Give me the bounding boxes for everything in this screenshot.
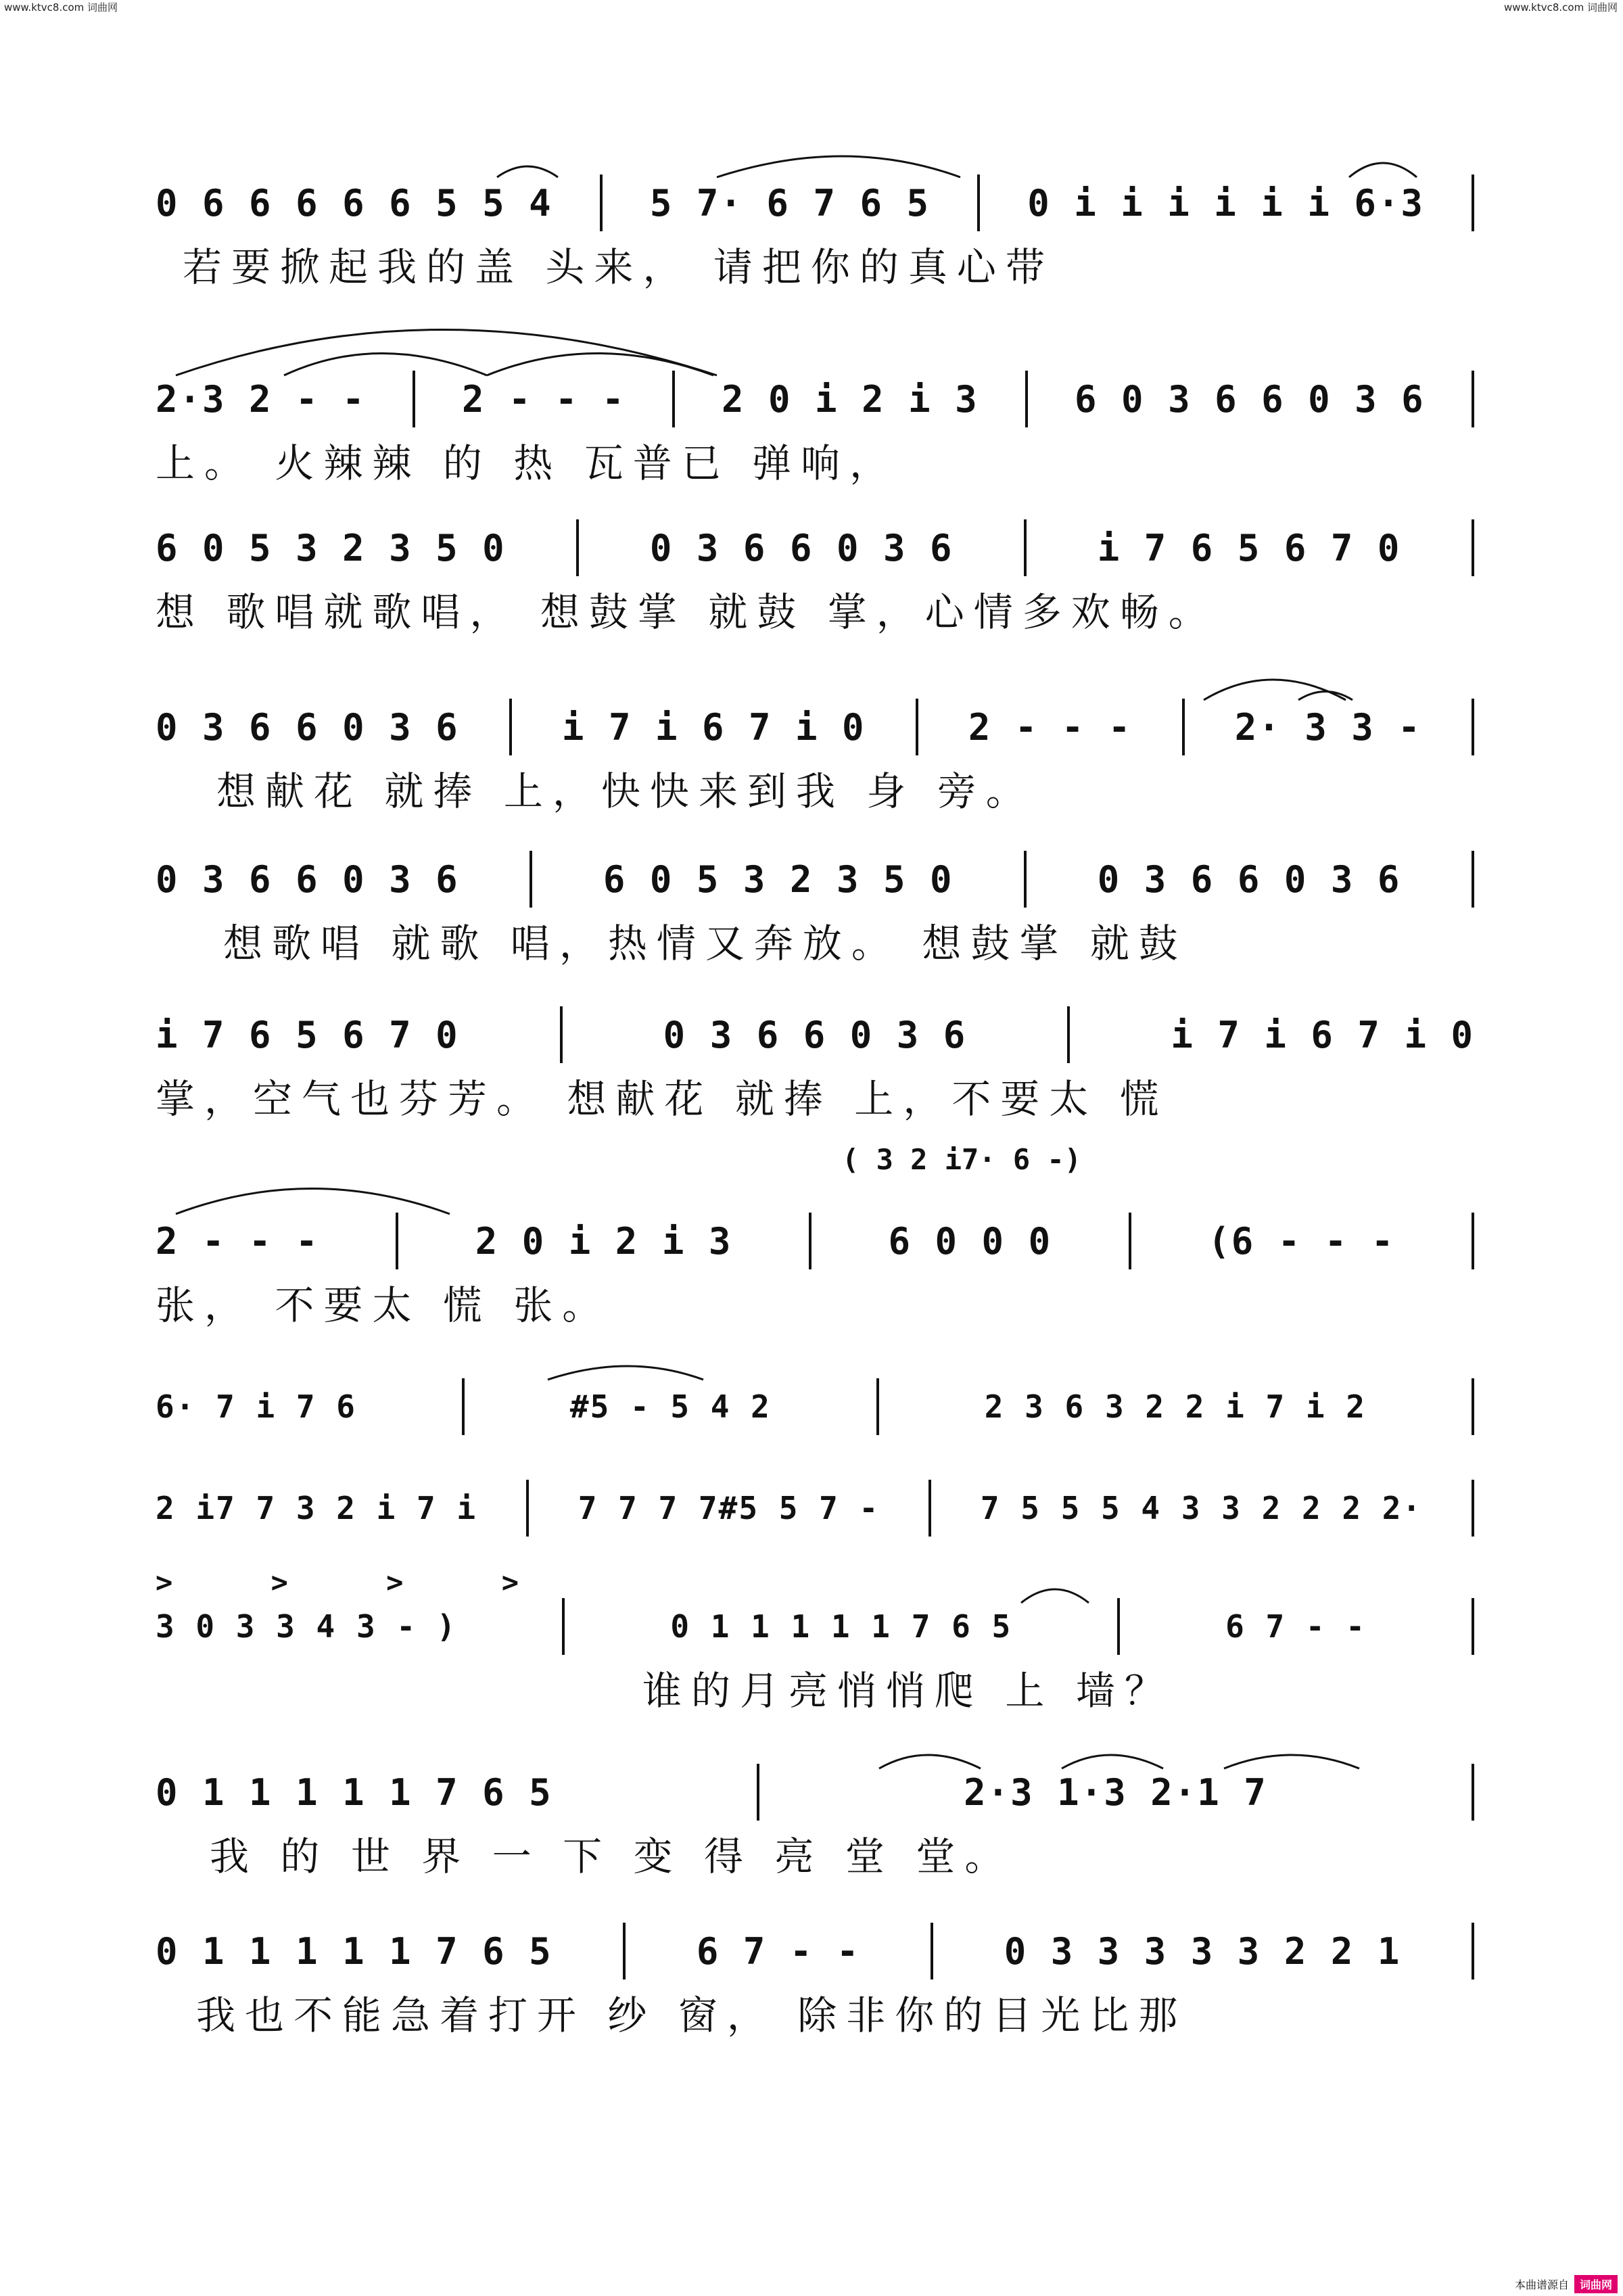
system-4	[156, 693, 1474, 815]
measure: 2·3 1·3 2·1 7	[964, 1771, 1267, 1814]
measure: 6· 7 i 7 6	[156, 1388, 356, 1425]
measure: i 7 6 5 6 7 0	[156, 1013, 459, 1056]
barline	[1472, 519, 1474, 576]
measure: i 7 6 5 6 7 0	[1097, 526, 1401, 569]
measure: 7 5 5 5 4 3 3 2 2 2 2·	[980, 1490, 1423, 1526]
lyrics-row: 我 的 世 界 一 下 变 得 亮 堂 堂。	[210, 1833, 1014, 1879]
ossia-notes: ( 3 2 i7· 6 -)	[842, 1143, 1082, 1176]
measure: 6 0 3 6 6 0 3 6	[1075, 377, 1425, 421]
barline	[977, 174, 980, 231]
barline	[1472, 371, 1474, 427]
barline	[757, 1764, 759, 1821]
measure: #5 - 5 4 2	[569, 1388, 771, 1425]
barline	[1472, 851, 1474, 908]
barline	[530, 851, 532, 908]
lyrics-row: 想 歌唱就歌唱， 想鼓掌 就鼓 掌，心情多欢畅。	[156, 589, 1217, 635]
notes-row	[156, 845, 1474, 913]
barline	[1472, 1923, 1474, 1979]
measure: 6 0 5 3 2 3 5 0	[156, 526, 506, 569]
system-1	[156, 169, 1474, 291]
barline	[809, 1213, 812, 1269]
barline	[672, 371, 675, 427]
system-5	[156, 845, 1474, 967]
header-right: www.ktvc8.com 词曲网	[1503, 1, 1618, 14]
barline	[623, 1923, 626, 1979]
measure: 6 0 5 3 2 3 5 0	[603, 858, 954, 901]
lyrics-row: 上。 火辣辣 的 热 瓦普已 弹响，	[156, 440, 899, 486]
barline	[600, 174, 603, 231]
barline	[462, 1378, 465, 1435]
barline	[1472, 1764, 1474, 1821]
notes-row	[156, 365, 1474, 433]
accent-marks: > > > >	[156, 1566, 560, 1599]
lyrics-row: 张， 不要太 慌 张。	[156, 1282, 611, 1328]
notes-row	[156, 1593, 1474, 1660]
barline	[1024, 851, 1027, 908]
barline	[1472, 174, 1474, 231]
system-11	[156, 1758, 1474, 1880]
barline	[876, 1378, 879, 1435]
system-7	[156, 1207, 1474, 1329]
measure: 2·3 2 - -	[156, 377, 366, 421]
measure: 0 3 6 6 0 3 6	[156, 705, 459, 749]
measure: 2 0 i 2 i 3	[475, 1219, 732, 1263]
barline	[396, 1213, 398, 1269]
barline	[1025, 371, 1028, 427]
measure: 6 0 0 0	[888, 1219, 1052, 1263]
barline	[931, 1923, 933, 1979]
system-8	[156, 1373, 1474, 1440]
measure: 2 i7 7 3 2 i 7 i	[156, 1490, 477, 1526]
measure: 0 3 6 6 0 3 6	[1097, 858, 1401, 901]
measure: 0 6 6 6 6 6 5 5 4	[156, 181, 552, 225]
barline	[1182, 699, 1185, 755]
system-9	[156, 1474, 1474, 1542]
barline	[509, 699, 512, 755]
barline	[413, 371, 415, 427]
system-3	[156, 514, 1474, 636]
measure: 7 7 7 7#5 5 7 -	[578, 1490, 880, 1526]
barline	[1024, 519, 1027, 576]
notes-row	[156, 514, 1474, 582]
lyrics-row: 想献花 就捧 上，快快来到我 身 旁。	[216, 768, 1035, 814]
measure: 6 7 - -	[696, 1929, 860, 1973]
notes-row	[156, 1373, 1474, 1440]
barline	[928, 1480, 931, 1537]
barline	[1472, 1378, 1474, 1435]
measure: 2 0 i 2 i 3	[722, 377, 979, 421]
notes-row	[156, 1758, 1474, 1826]
measure: i 7 i 6 7 i 0	[561, 705, 866, 749]
barline	[1117, 1598, 1120, 1655]
lyrics-row: 谁的月亮悄悄爬 上 墙？	[642, 1668, 1173, 1714]
measure: 2 3 6 3 2 2 i 7 i 2	[984, 1388, 1366, 1425]
measure: 6 7 - -	[1225, 1608, 1366, 1645]
measure: 0 3 6 6 0 3 6	[649, 526, 954, 569]
header-left: www.ktvc8.com 词曲网	[4, 1, 118, 14]
notes-row	[156, 1474, 1474, 1542]
barline	[916, 699, 918, 755]
measure: i 7 i 6 7 i 0	[1171, 1013, 1474, 1056]
lyrics-row: 若要掀起我的盖 头来， 请把你的真心带	[183, 244, 1054, 290]
footer-text: 本曲谱源自	[1514, 2278, 1569, 2291]
measure: 0 1 1 1 1 1 7 6 5	[156, 1929, 552, 1973]
barline	[526, 1480, 529, 1537]
lyrics-row: 掌，空气也芬芳。 想献花 就捧 上，不要太 慌	[156, 1076, 1169, 1122]
measure: 0 i i i i i i 6·3	[1027, 181, 1424, 225]
system-12	[156, 1917, 1474, 2039]
lyrics-row: 我也不能急着打开 纱 窗， 除非你的目光比那	[196, 1992, 1187, 2038]
system-10	[156, 1593, 1474, 1714]
measure: 2 - - -	[156, 1219, 319, 1263]
measure: (6 - - -	[1208, 1219, 1395, 1263]
measure: 0 3 6 6 0 3 6	[663, 1013, 967, 1056]
footer	[1515, 2275, 1618, 2293]
measure: 0 1 1 1 1 1 7 6 5	[670, 1608, 1012, 1645]
notes-row	[156, 1001, 1474, 1069]
system-2	[156, 365, 1474, 487]
notes-row	[156, 1207, 1474, 1275]
notes-row	[156, 1917, 1474, 1985]
barline	[1472, 1213, 1474, 1269]
measure: 0 3 3 3 3 3 2 2 1	[1004, 1929, 1401, 1973]
measure: 5 7· 6 7 6 5	[649, 181, 931, 225]
footer-badge[interactable]: 词曲网	[1574, 2275, 1618, 2293]
measure: 3 0 3 3 4 3 - )	[156, 1608, 457, 1645]
measure: 2· 3 3 -	[1234, 705, 1421, 749]
measure: 2 - - -	[968, 705, 1132, 749]
barline	[1472, 699, 1474, 755]
notes-row	[156, 693, 1474, 761]
barline	[1472, 1598, 1474, 1655]
barline	[1129, 1213, 1131, 1269]
notes-row	[156, 169, 1474, 237]
barline	[1472, 1480, 1474, 1537]
barline	[560, 1006, 563, 1063]
system-6	[156, 1001, 1474, 1123]
lyrics-row: 想歌唱 就歌 唱，热情又奔放。 想鼓掌 就鼓	[223, 920, 1187, 966]
measure: 0 1 1 1 1 1 7 6 5	[156, 1771, 552, 1814]
barline	[1067, 1006, 1070, 1063]
measure: 2 - - -	[462, 377, 626, 421]
barline	[562, 1598, 565, 1655]
barline	[576, 519, 579, 576]
measure: 0 3 6 6 0 3 6	[156, 858, 459, 901]
